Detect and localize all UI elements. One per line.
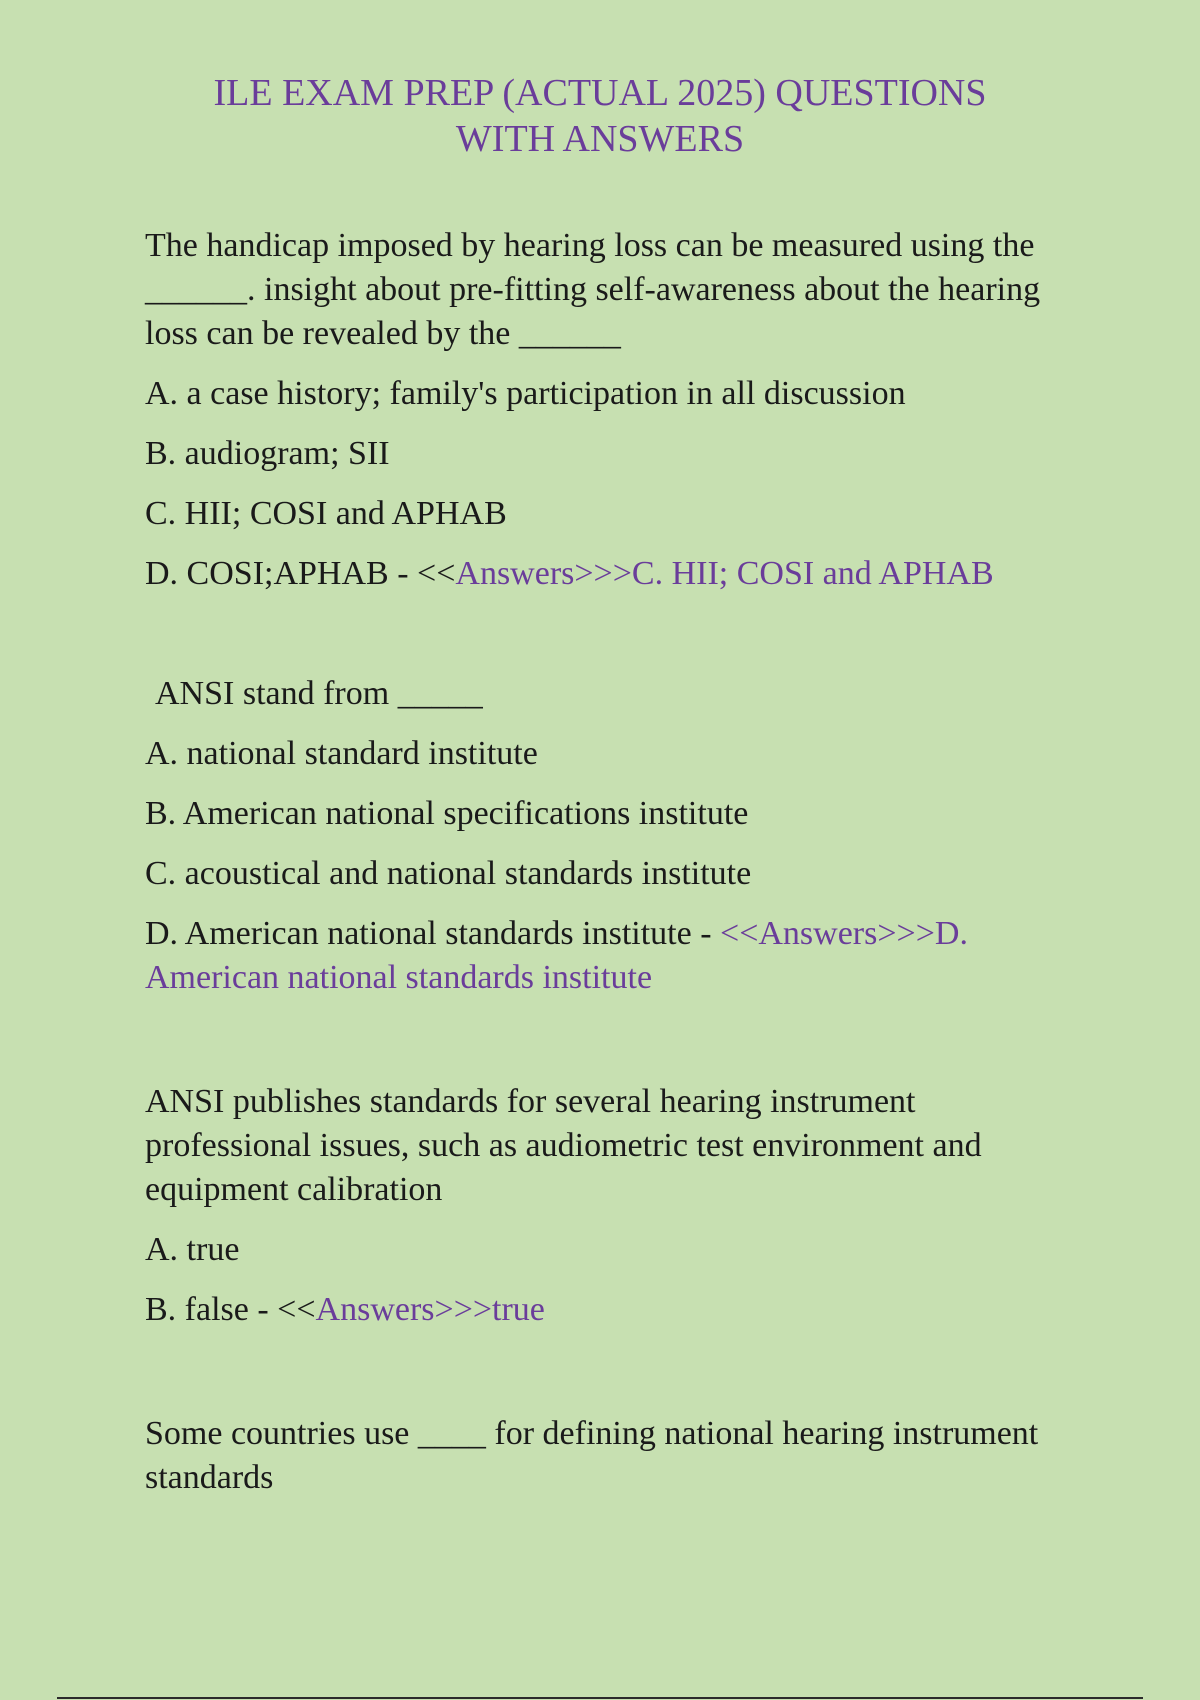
option-c: C. HII; COSI and APHAB: [145, 495, 507, 532]
answer-text: Answers>>>true: [315, 1291, 545, 1328]
option-b-text: B. false - <<: [145, 1291, 316, 1328]
option-d-text: D. American national standards institute -: [145, 915, 721, 952]
question-text: ANSI publishes standards for several hearing instrument professional issues, such as audiometric test environment and equipment calibration: [145, 1083, 982, 1208]
page-divider: [57, 1697, 1143, 1699]
option-a: A. a case history; family's participation in all discussion: [145, 375, 906, 412]
option-b: B. audiogram; SII: [145, 435, 390, 472]
option-b: B. American national specifications institute: [145, 795, 749, 832]
option-a: A. national standard institute: [145, 735, 538, 772]
question-text: Some countries use ____ for defining national hearing instrument standards: [145, 1415, 1039, 1496]
question-block: [145, 672, 1075, 1000]
title-line-1: ILE EXAM PREP (ACTUAL 2025) QUESTIONS: [213, 72, 987, 114]
title-line-2: WITH ANSWERS: [455, 118, 745, 160]
question-text: ANSI stand from _____: [155, 675, 483, 712]
question-block: [145, 1412, 1075, 1500]
document-title: [140, 70, 1060, 162]
option-d-text: D. COSI;APHAB - <<: [145, 555, 456, 592]
answer-text: <<Answers>>>D. American national standards institute: [145, 915, 968, 996]
option-d: [145, 552, 1075, 596]
question-block: [145, 224, 1075, 596]
questions-content: [145, 224, 1075, 1500]
option-d: [145, 912, 1075, 1000]
option-c: C. acoustical and national standards institute: [145, 855, 752, 892]
option-a: A. true: [145, 1231, 240, 1268]
question-text: The handicap imposed by hearing loss can be measured using the ______. insight about pre-fitting self-awareness about the hearing loss can be revealed by the ______: [145, 227, 1041, 352]
question-block: [145, 1080, 1075, 1332]
option-b: [145, 1288, 1075, 1332]
answer-text: Answers>>>C. HII; COSI and APHAB: [455, 555, 994, 592]
